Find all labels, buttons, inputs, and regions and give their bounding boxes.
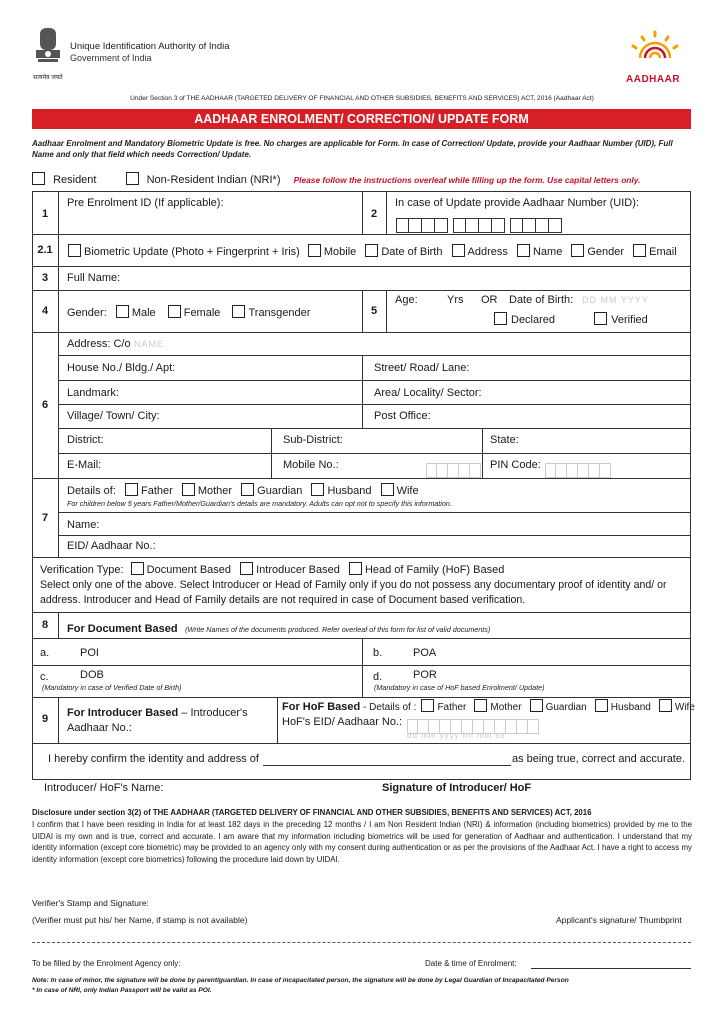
hof-guardian-label: Guardian bbox=[545, 702, 587, 713]
row-number-2: 2 bbox=[370, 208, 378, 220]
gender-update-checkbox[interactable] bbox=[571, 244, 584, 257]
verifier-note: (Verifier must put his/ her Name, if stamp is not available) bbox=[32, 915, 248, 925]
form-title: AADHAAR ENROLMENT/ CORRECTION/ UPDATE FORM bbox=[194, 112, 529, 126]
dob-doc-label: DOB bbox=[80, 669, 104, 681]
guardian-checkbox[interactable] bbox=[241, 483, 254, 496]
landmark-label: Landmark: bbox=[67, 387, 119, 399]
email-label: E-Mail: bbox=[67, 459, 102, 471]
transgender-label: Transgender bbox=[248, 307, 311, 319]
date-time-line[interactable] bbox=[531, 968, 691, 969]
name-update-label: Name bbox=[532, 246, 563, 258]
intro-text: Aadhaar Enrolment and Mandatory Biometric Update is free. No charges are applicable for Form. In case of Correction/ Update, provide your Aadhaar Number (UID), Full Name and only that field which needs Correction/ Update. bbox=[32, 139, 673, 159]
verification-type-label: Verification Type: bbox=[40, 564, 124, 576]
hof-based-checkbox[interactable] bbox=[349, 562, 362, 575]
row-number-7: 7 bbox=[41, 512, 49, 524]
hof-details-label: - Details of : bbox=[360, 702, 417, 713]
eid-label: EID/ Aadhaar No.: bbox=[67, 540, 156, 552]
mobile-update-checkbox[interactable] bbox=[308, 244, 321, 257]
address-co-input[interactable]: NAME bbox=[134, 339, 165, 349]
disclosure-title: Disclosure under section 3(2) of THE AADHAAR (TARGETED DELIVERY OF FINANCIAL AND OTHER SUBSIDIES, BENEFITS AND SERVICES) ACT, 2016 bbox=[32, 808, 592, 817]
form-title-bar bbox=[32, 109, 691, 129]
verifier-label: Verifier's Stamp and Signature: bbox=[32, 898, 149, 908]
email-update-checkbox[interactable] bbox=[633, 244, 646, 257]
resident-label: Resident bbox=[53, 174, 97, 186]
subdistrict-label: Sub-District: bbox=[283, 434, 343, 446]
house-label: House No./ Bldg./ Apt: bbox=[67, 362, 176, 374]
dob-update-label: Date of Birth bbox=[381, 246, 443, 258]
hof-guardian-checkbox[interactable] bbox=[530, 699, 543, 712]
for-document-based bbox=[67, 619, 490, 637]
male-checkbox[interactable] bbox=[116, 305, 129, 318]
introducer-signature-label: Signature of Introducer/ HoF bbox=[382, 782, 532, 794]
post-office-label: Post Office: bbox=[374, 410, 431, 422]
update-options bbox=[68, 244, 677, 258]
dob-label: Date of Birth: bbox=[509, 294, 574, 306]
father-checkbox[interactable] bbox=[125, 483, 138, 496]
row-number-1: 1 bbox=[41, 208, 49, 220]
item-a: a. bbox=[40, 647, 50, 659]
hof-based-title: For HoF Based bbox=[282, 701, 361, 713]
for-document-note: (Write Names of the documents produced. Refer overleaf of this form for list of valid documents) bbox=[185, 625, 491, 634]
footer-note-2: * In case of NRI, only Indian Passport will be valid as POI. bbox=[32, 987, 212, 994]
area-label: Area/ Locality/ Sector: bbox=[374, 387, 482, 399]
por-note: (Mandatory in case of HoF based Enrolment/ Update) bbox=[374, 683, 545, 692]
item-c: c. bbox=[40, 671, 49, 683]
introducer-suffix: – Introducer's bbox=[178, 707, 248, 719]
resident-checkbox[interactable] bbox=[32, 172, 45, 185]
female-checkbox[interactable] bbox=[168, 305, 181, 318]
org-name: Unique Identification Authority of India bbox=[70, 41, 230, 52]
verification-note: Select only one of the above. Select Introducer or Head of Family only if you do not possess any documentary proof of identity and/ or address. Introducer and Head of Family details are not required in case of Document based verification. bbox=[40, 579, 667, 606]
dob-doc-note: (Mandatory in case of Verified Date of Birth) bbox=[42, 683, 182, 692]
row-number-3: 3 bbox=[41, 272, 49, 284]
verification-options bbox=[40, 562, 504, 576]
emblem-motto: सत्यमेव जयते bbox=[33, 74, 63, 81]
hof-based-label: Head of Family (HoF) Based bbox=[364, 564, 505, 576]
hof-husband-checkbox[interactable] bbox=[595, 699, 608, 712]
mother-label: Mother bbox=[197, 485, 233, 497]
transgender-checkbox[interactable] bbox=[232, 305, 245, 318]
gender-label: Gender: bbox=[67, 307, 107, 319]
hof-husband-label: Husband bbox=[610, 702, 651, 713]
item-b: b. bbox=[373, 647, 383, 659]
introducer-based-checkbox[interactable] bbox=[240, 562, 253, 575]
mobile-no-label: Mobile No.: bbox=[283, 459, 339, 471]
wife-checkbox[interactable] bbox=[381, 483, 394, 496]
introducer-based-label: Introducer Based bbox=[256, 564, 340, 576]
national-emblem bbox=[32, 25, 64, 71]
introducer-based-title: For Introducer Based bbox=[67, 707, 179, 719]
biometric-update-checkbox[interactable] bbox=[68, 244, 81, 257]
mobile-update-label: Mobile bbox=[323, 246, 357, 258]
hof-options bbox=[282, 699, 695, 713]
mobile-input-boxes[interactable] bbox=[426, 457, 486, 478]
village-label: Village/ Town/ City: bbox=[67, 410, 160, 422]
hof-father-checkbox[interactable] bbox=[421, 699, 434, 712]
state-label: State: bbox=[490, 434, 519, 446]
hof-wife-label: Wife bbox=[674, 702, 695, 713]
instruction-text: Please follow the instructions overleaf while filling up the form. Use capital letters only. bbox=[293, 175, 641, 185]
address-co-label: Address: C/o bbox=[67, 338, 131, 350]
document-based-checkbox[interactable] bbox=[131, 562, 144, 575]
por-label: POR bbox=[413, 669, 437, 681]
poa-label: POA bbox=[413, 647, 437, 659]
date-time-label: Date & time of Enrolment: bbox=[425, 959, 517, 968]
introducer-aadhaar-label: Aadhaar No.: bbox=[67, 722, 132, 734]
agency-label: To be filled by the Enrolment Agency only: bbox=[32, 959, 181, 968]
confirm-text: I hereby confirm the identity and address of bbox=[48, 753, 259, 765]
aadhaar-logo-text: AADHAAR bbox=[626, 74, 681, 85]
introducer-label bbox=[67, 707, 248, 719]
item-d: d. bbox=[373, 671, 383, 683]
full-name-label: Full Name: bbox=[67, 272, 121, 284]
name-update-checkbox[interactable] bbox=[517, 244, 530, 257]
wife-label: Wife bbox=[396, 485, 419, 497]
guardian-name-label: Name: bbox=[67, 519, 100, 531]
confirm-text-2: as being true, correct and accurate. bbox=[512, 753, 686, 765]
row-number-5: 5 bbox=[370, 305, 378, 317]
row-number-6: 6 bbox=[41, 399, 49, 411]
address-update-label: Address bbox=[467, 246, 508, 258]
details-of-label: Details of: bbox=[67, 485, 116, 497]
pin-label: PIN Code: bbox=[490, 459, 541, 471]
org-subtitle: Government of India bbox=[70, 53, 152, 63]
verified-checkbox[interactable] bbox=[594, 312, 607, 325]
address-update-checkbox[interactable] bbox=[452, 244, 465, 257]
husband-checkbox[interactable] bbox=[311, 483, 324, 496]
dob-input[interactable]: DD MM YYYY bbox=[582, 295, 649, 305]
nri-label: Non-Resident Indian (NRI*) bbox=[146, 174, 281, 186]
male-label: Male bbox=[131, 307, 156, 319]
dob-type bbox=[494, 312, 648, 326]
residency-row bbox=[32, 172, 694, 186]
hof-eid-label: HoF's EID/ Aadhaar No.: bbox=[282, 716, 403, 728]
declared-checkbox[interactable] bbox=[494, 312, 507, 325]
introducer-name-label: Introducer/ HoF's Name: bbox=[44, 782, 164, 794]
aadhaar-logo bbox=[620, 28, 690, 70]
biometric-update-label: Biometric Update (Photo + Fingerprint + Iris) bbox=[84, 246, 300, 258]
disclosure-text: I confirm that I have been residing in India for at least 182 days in the preceding 12 months / I am Non Resident Indian (NRI) & information (including biometrics) provided by me to the UIDAI is my own and is true, correct and accurate. I am aware that my information including biometrics will be used for generation of Aadhaar and authentication. I understand that my identity information (except core biometric) may be provided to an agency only with my consent during authentication or as per the provisions of the Aadhaar Act. I have a right to access my identity information (except core biometrics) following the procedure laid down by UIDAI. bbox=[32, 820, 692, 864]
hof-mother-checkbox[interactable] bbox=[474, 699, 487, 712]
husband-label: Husband bbox=[327, 485, 372, 497]
children-note: For children below 5 years Father/Mother/Guardian's details are mandatory. Adults can opt not to specify this information. bbox=[67, 499, 452, 508]
for-document-label: For Document Based bbox=[67, 623, 178, 635]
district-label: District: bbox=[67, 434, 104, 446]
row-number-8: 8 bbox=[41, 619, 49, 631]
father-label: Father bbox=[140, 485, 173, 497]
confirm-name-line[interactable] bbox=[263, 765, 511, 766]
footer-note-1: Note: In case of minor, the signature will be done by parent/guardian. In case of incapacitated person, the signature will be done by Legal Guardian of Incapacitated Person bbox=[32, 977, 569, 984]
pin-input-boxes[interactable] bbox=[545, 457, 616, 478]
mother-checkbox[interactable] bbox=[182, 483, 195, 496]
pre-enrolment-label: Pre Enrolment ID (If applicable): bbox=[67, 197, 224, 209]
email-update-label: Email bbox=[649, 246, 677, 258]
hof-wife-checkbox[interactable] bbox=[659, 699, 672, 712]
row-number-4: 4 bbox=[41, 305, 49, 317]
uid-input-boxes[interactable] bbox=[396, 212, 567, 233]
relation-options bbox=[67, 483, 419, 497]
nri-checkbox[interactable] bbox=[126, 172, 139, 185]
gender-options bbox=[67, 305, 310, 319]
dob-update-checkbox[interactable] bbox=[365, 244, 378, 257]
row-number-9: 9 bbox=[41, 713, 49, 725]
uid-update-label: In case of Update provide Aadhaar Number (UID): bbox=[395, 197, 639, 209]
age-label: Age: bbox=[395, 294, 418, 306]
or-label: OR bbox=[481, 294, 498, 306]
poi-label: POI bbox=[80, 647, 99, 659]
yrs-label: Yrs bbox=[447, 294, 464, 306]
document-based-label: Document Based bbox=[146, 564, 232, 576]
verified-label: Verified bbox=[611, 314, 648, 326]
act-line: Under Section 3 of THE AADHAAR (TARGETED DELIVERY OF FINANCIAL AND OTHER SUBSIDIES, BENEFITS AND SERVICES) ACT, 2016 (Aadhaar Act) bbox=[130, 95, 594, 102]
hof-father-label: Father bbox=[437, 702, 467, 713]
applicant-signature-label: Applicant's signature/ Thumbprint bbox=[556, 915, 682, 925]
gender-update-label: Gender bbox=[587, 246, 625, 258]
guardian-label: Guardian bbox=[257, 485, 303, 497]
row-number-2-1: 2.1 bbox=[37, 244, 53, 256]
hof-mother-label: Mother bbox=[490, 702, 522, 713]
street-label: Street/ Road/ Lane: bbox=[374, 362, 470, 374]
hof-eid-placeholder: dd mm yyyy hh mm ss bbox=[407, 731, 506, 740]
declared-label: Declared bbox=[511, 314, 556, 326]
female-label: Female bbox=[183, 307, 221, 319]
